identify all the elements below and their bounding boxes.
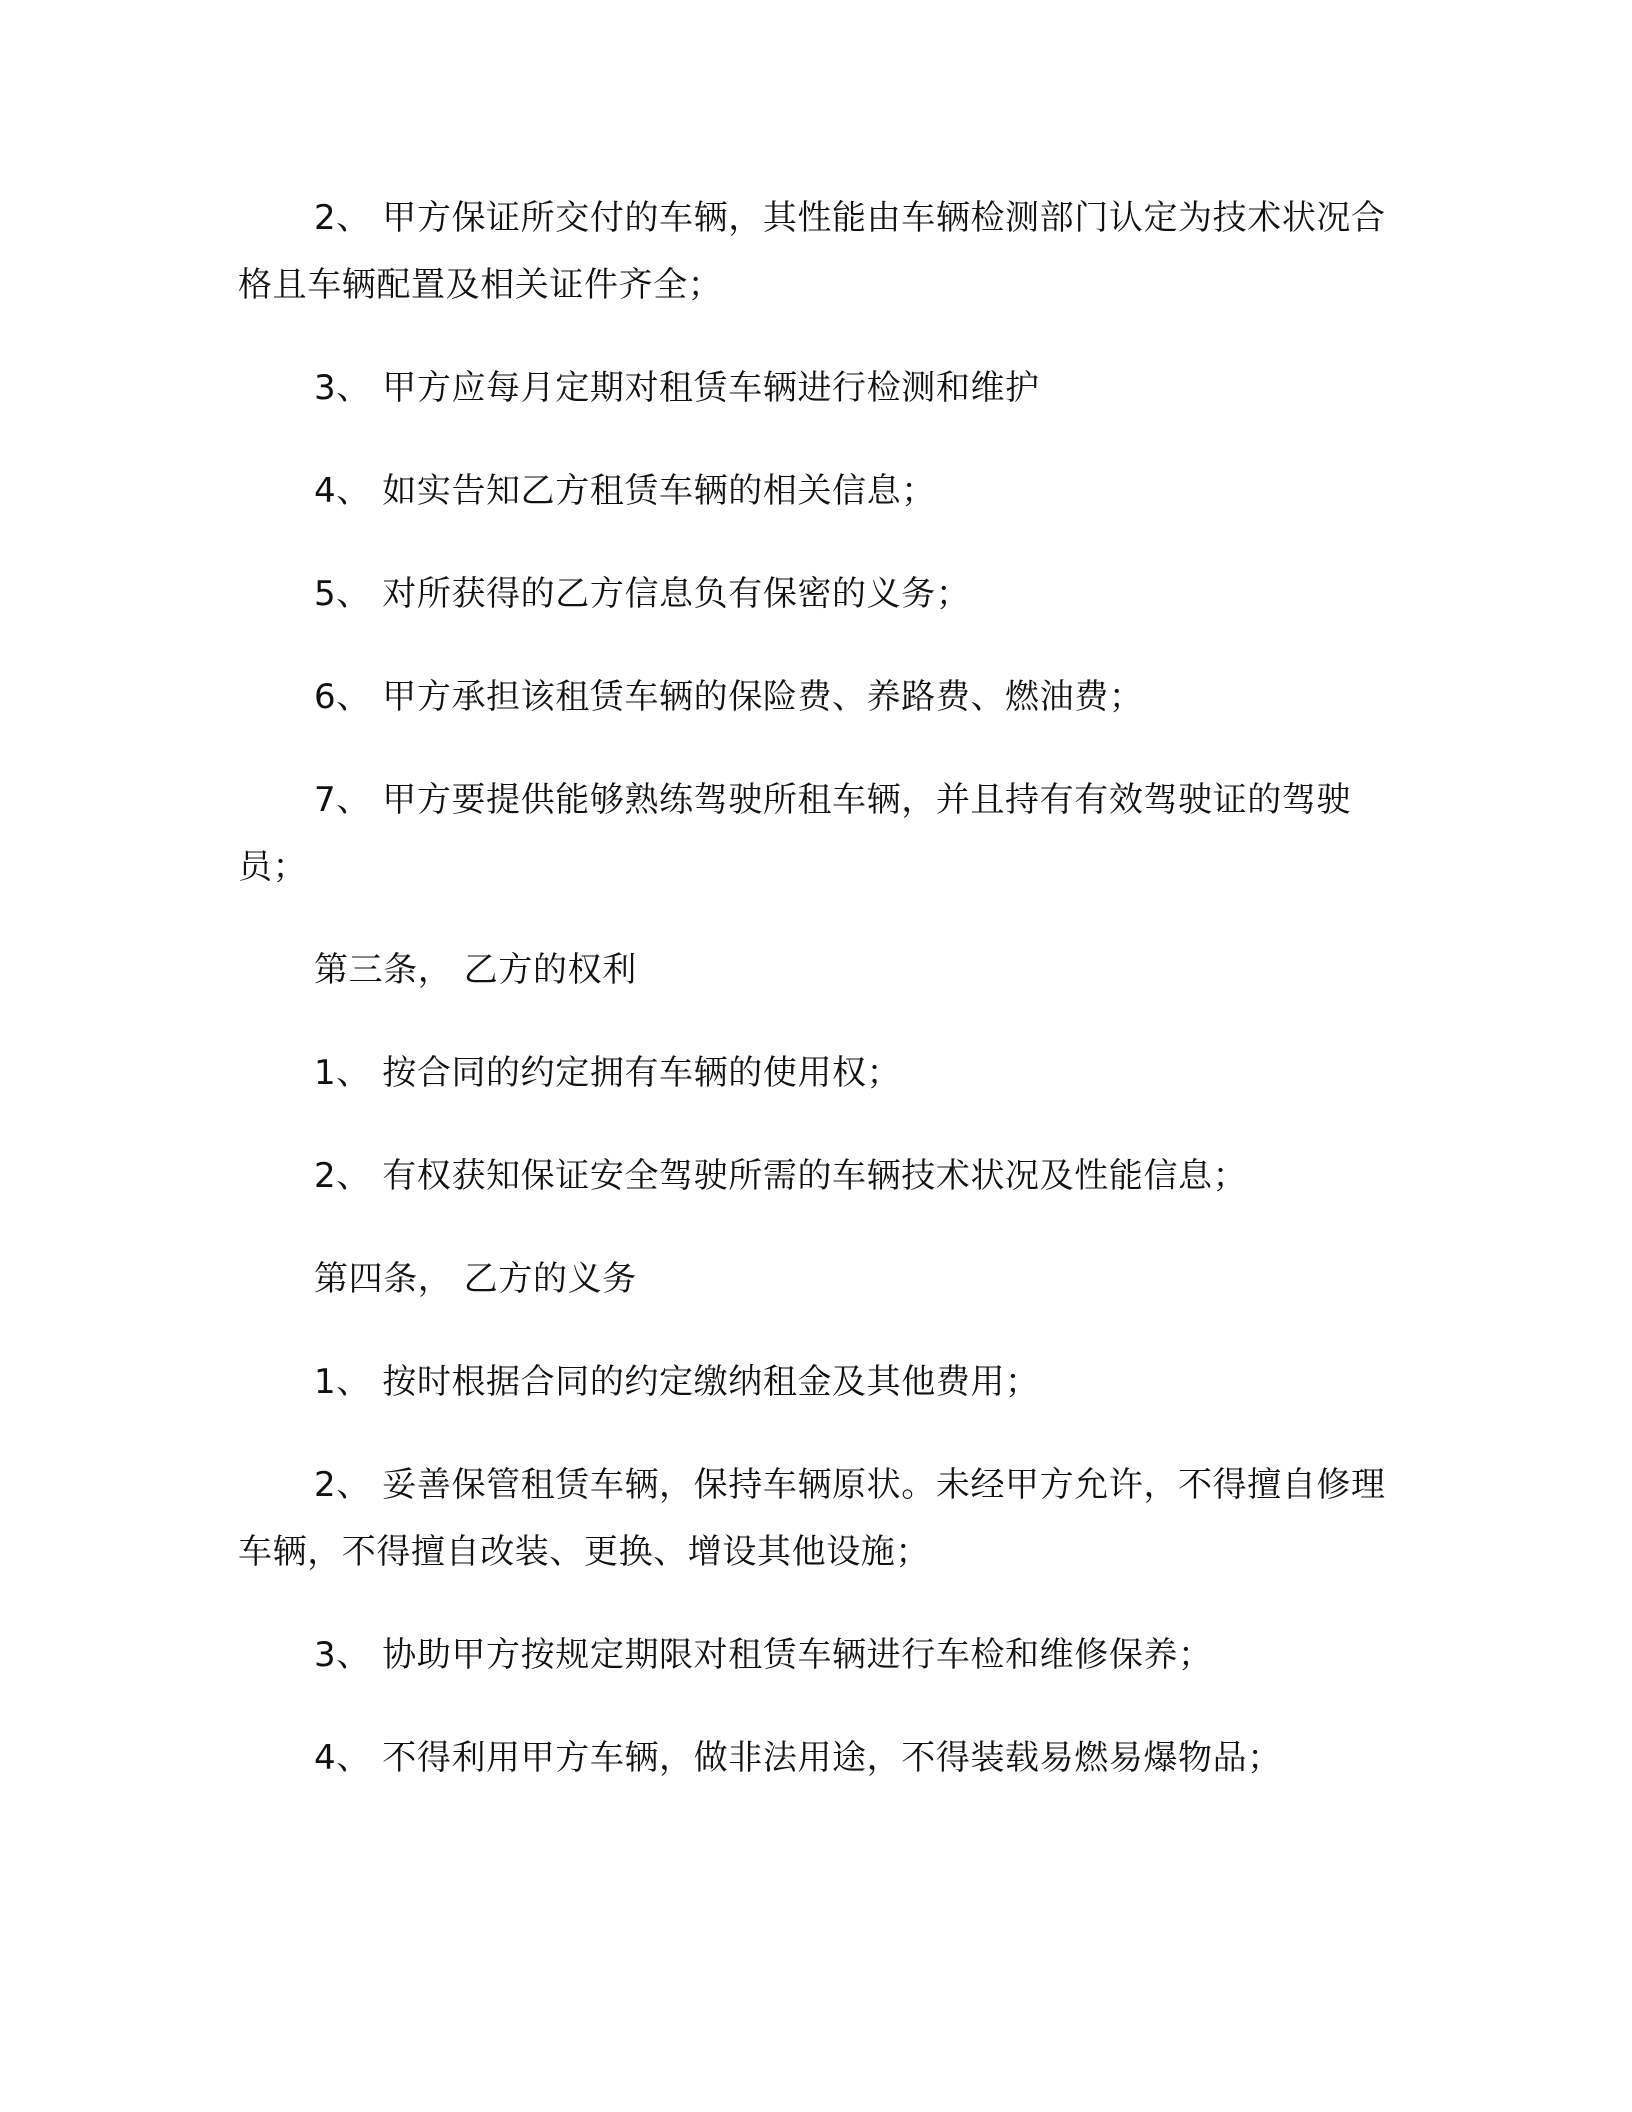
clause-party-b-payment: 1、 按时根据合同的约定缴纳租金及其他费用； — [314, 1362, 1040, 1402]
clause-party-b-maintenance-assist: 3、 协助甲方按规定期限对租赁车辆进行车检和维修保养； — [314, 1635, 1213, 1675]
clause-party-a-monthly-inspection: 3、 甲方应每月定期对租赁车辆进行检测和维护 — [314, 368, 1040, 408]
section-heading-party-b-obligations: 第四条， 乙方的义务 — [314, 1259, 637, 1299]
clause-party-a-confidentiality: 5、 对所获得的乙方信息负有保密的义务； — [314, 574, 971, 614]
clause-party-b-usage-right: 1、 按合同的约定拥有车辆的使用权； — [314, 1053, 902, 1093]
clause-party-b-vehicle-care: 2、 妥善保管租赁车辆，保持车辆原状。未经甲方允许，不得擅自修理车辆，不得擅自改装、更换、增设其他设施； — [238, 1465, 1386, 1572]
clause-party-a-vehicle-guarantee: 2、 甲方保证所交付的车辆，其性能由车辆检测部门认定为技术状况合格且车辆配置及相关证件齐全； — [238, 198, 1386, 305]
clause-party-a-fees: 6、 甲方承担该租赁车辆的保险费、养路费、燃油费； — [314, 677, 1144, 717]
clause-party-b-legal-use: 4、 不得利用甲方车辆，做非法用途，不得装载易燃易爆物品； — [314, 1738, 1282, 1778]
document-body — [238, 185, 1398, 1828]
clause-party-a-driver: 7、 甲方要提供能够熟练驾驶所租车辆，并且持有有效驾驶证的驾驶员； — [238, 780, 1352, 887]
clause-party-a-inform-info: 4、 如实告知乙方租赁车辆的相关信息； — [314, 471, 936, 511]
clause-party-b-info-right: 2、 有权获知保证安全驾驶所需的车辆技术状况及性能信息； — [314, 1156, 1248, 1196]
section-heading-party-b-rights: 第三条， 乙方的权利 — [314, 950, 637, 990]
